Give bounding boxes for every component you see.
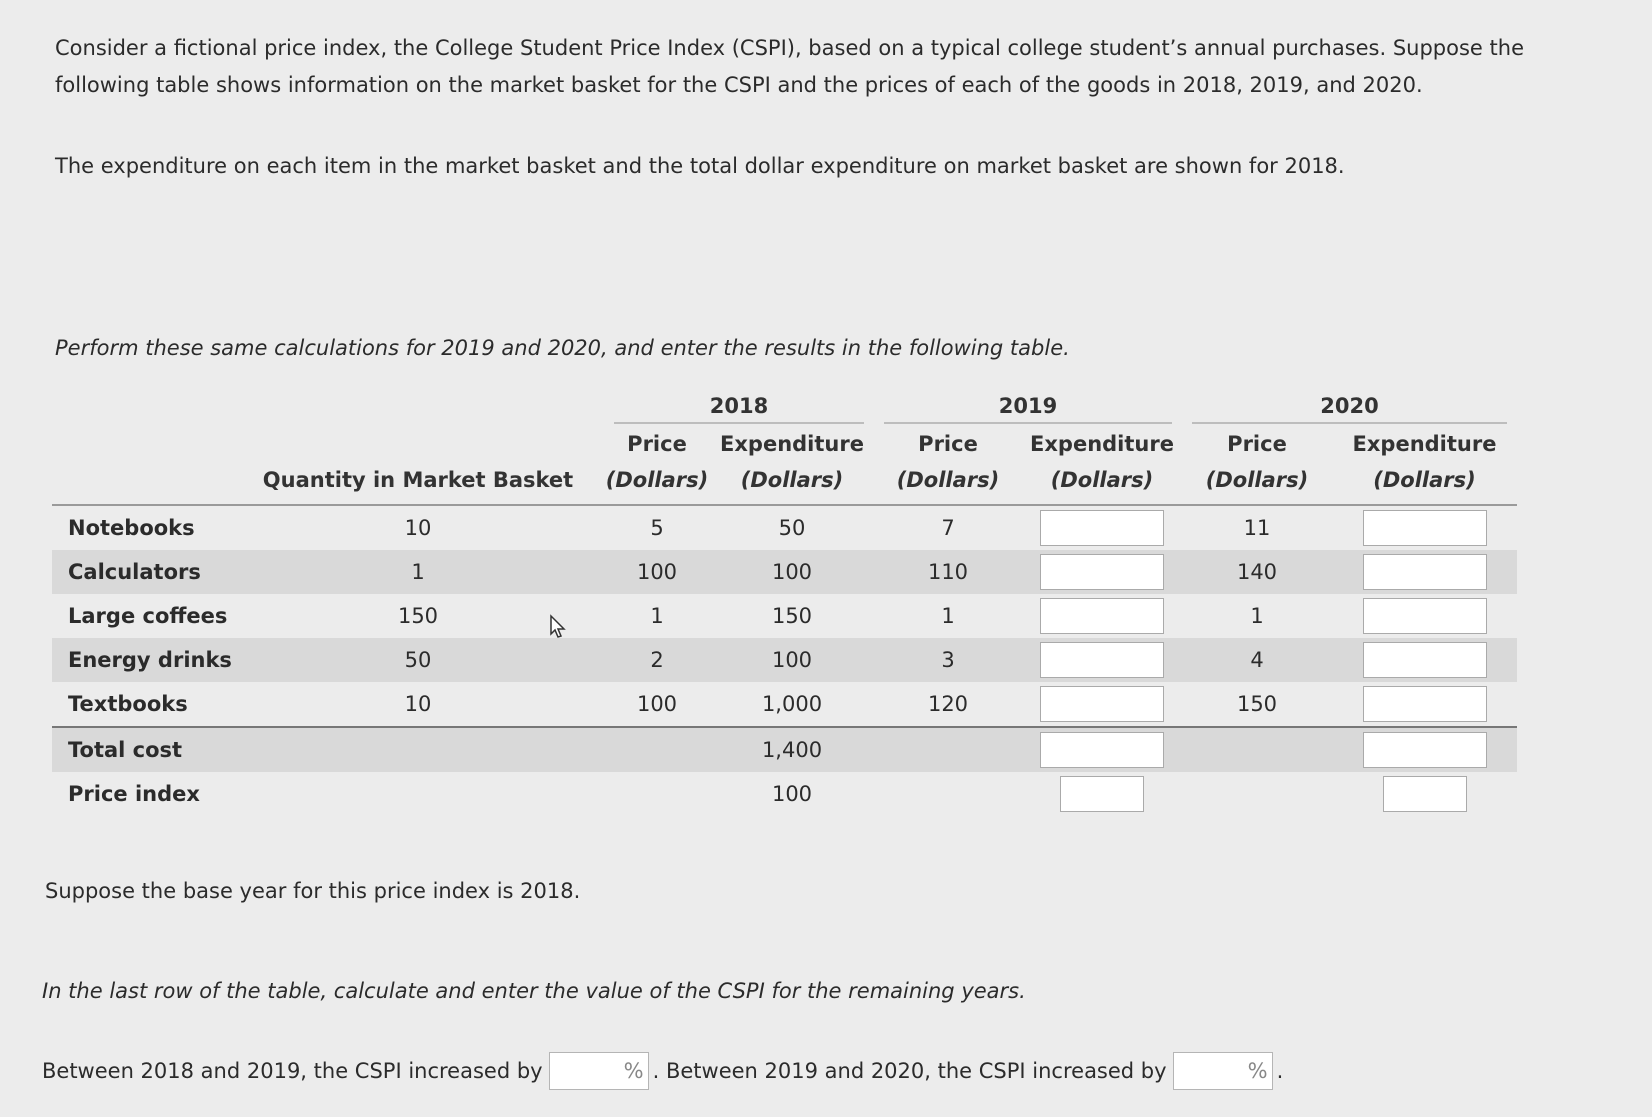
- quantity-value: 10: [404, 692, 432, 716]
- mouse-cursor-icon: [549, 614, 567, 638]
- expenditure-2018-value: 1,000: [761, 692, 823, 716]
- price-2019-value: 3: [874, 638, 1022, 682]
- item-label: Large coffees: [68, 604, 228, 628]
- expenditure-2020-input[interactable]: [1363, 554, 1487, 590]
- item-label: Textbooks: [68, 692, 188, 716]
- price-2018-value: 5: [650, 516, 664, 540]
- quantity-header: Quantity in Market Basket: [262, 468, 574, 492]
- price-2020-value: 4: [1182, 638, 1332, 682]
- cspi-table: [52, 392, 1517, 816]
- expenditure-2018-value: 150: [771, 604, 813, 628]
- total-cost-2018-value: 1,400: [710, 727, 874, 772]
- last-row-instruction: In the last row of the table, calculate and enter the value of the CSPI for the remaining years.: [42, 979, 1026, 1003]
- year-2018-header: 2018: [604, 392, 874, 426]
- table-row: [52, 550, 1517, 594]
- intro-paragraph-1: Consider a fictional price index, the College Student Price Index (CSPI), based on a typical college student’s annual purchases. Suppose the following table shows information on the market basket for the CSPI and the prices of each of the goods in 2018, 2019, and 2020.: [55, 36, 1524, 97]
- price-2020-value: 1: [1250, 604, 1264, 628]
- expenditure-2019-input[interactable]: [1040, 554, 1164, 590]
- price-index-row: [52, 772, 1517, 816]
- expenditure-2019-input[interactable]: [1040, 598, 1164, 634]
- price-2018-value: 1: [650, 604, 664, 628]
- price-index-2018-value: 100: [771, 782, 813, 806]
- price-header-2018: Price (Dollars): [605, 432, 709, 492]
- price-index-2020-input[interactable]: [1383, 776, 1467, 812]
- item-label: Notebooks: [68, 516, 195, 540]
- total-cost-row: [52, 727, 1517, 772]
- expenditure-2019-input[interactable]: [1040, 686, 1164, 722]
- price-index-label: Price index: [68, 782, 200, 806]
- item-label: Calculators: [52, 550, 232, 594]
- price-2018-value: 2: [604, 638, 710, 682]
- expenditure-header-2018: Expenditure (Dollars): [720, 432, 864, 492]
- total-cost-2019-input[interactable]: [1040, 732, 1164, 768]
- expenditure-2019-input[interactable]: [1040, 642, 1164, 678]
- expenditure-2020-input[interactable]: [1363, 642, 1487, 678]
- price-header-2019: Price (Dollars): [896, 432, 1000, 492]
- price-2018-value: 100: [604, 550, 710, 594]
- sentence-end: .: [1276, 1059, 1284, 1083]
- base-year-text: Suppose the base year for this price index is 2018.: [45, 879, 581, 903]
- table-row: [52, 505, 1517, 550]
- expenditure-2020-input[interactable]: [1363, 686, 1487, 722]
- item-label: Energy drinks: [52, 638, 232, 682]
- price-2019-value: 7: [941, 516, 955, 540]
- increase-2018-2019-input[interactable]: [549, 1052, 649, 1090]
- quantity-value: 1: [232, 550, 604, 594]
- expenditure-2020-input[interactable]: [1363, 510, 1487, 546]
- expenditure-header-2020: Expenditure (Dollars): [1352, 432, 1497, 492]
- price-index-2019-input[interactable]: [1060, 776, 1144, 812]
- quantity-value: 50: [232, 638, 604, 682]
- quantity-value: 10: [404, 516, 432, 540]
- price-header-2020: Price (Dollars): [1205, 432, 1309, 492]
- price-2019-value: 1: [941, 604, 955, 628]
- increase-2018-2019-label: Between 2018 and 2019, the CSPI increased by: [42, 1059, 543, 1083]
- expenditure-2018-value: 100: [710, 550, 874, 594]
- price-2020-value: 140: [1182, 550, 1332, 594]
- instruction-paragraph: Perform these same calculations for 2019 and 2020, and enter the results in the following table.: [55, 336, 1070, 360]
- price-2020-value: 150: [1236, 692, 1278, 716]
- price-2019-value: 120: [927, 692, 969, 716]
- increase-2019-2020-input[interactable]: [1173, 1052, 1273, 1090]
- total-cost-2020-input[interactable]: [1363, 732, 1487, 768]
- expenditure-2019-input[interactable]: [1040, 510, 1164, 546]
- table-row: [52, 594, 1517, 638]
- price-2018-value: 100: [636, 692, 678, 716]
- price-2020-value: 11: [1243, 516, 1271, 540]
- year-2019-header: 2019: [874, 392, 1182, 426]
- increase-2019-2020-label: . Between 2019 and 2020, the CSPI increased by: [652, 1059, 1167, 1083]
- table-row: [52, 638, 1517, 682]
- expenditure-header-2019: Expenditure (Dollars): [1030, 432, 1174, 492]
- percent-sign: %: [1247, 1059, 1268, 1083]
- table-row: [52, 682, 1517, 727]
- cspi-increase-question: [42, 1052, 1283, 1090]
- quantity-value: 150: [397, 604, 439, 628]
- expenditure-2020-input[interactable]: [1363, 598, 1487, 634]
- percent-sign: %: [623, 1059, 644, 1083]
- expenditure-2018-value: 50: [778, 516, 806, 540]
- expenditure-2018-value: 100: [710, 638, 874, 682]
- total-cost-label: Total cost: [52, 727, 232, 772]
- price-2019-value: 110: [874, 550, 1022, 594]
- year-2020-header: 2020: [1182, 392, 1517, 426]
- intro-paragraph-2: The expenditure on each item in the market basket and the total dollar expenditure on market basket are shown for 2018.: [55, 154, 1345, 178]
